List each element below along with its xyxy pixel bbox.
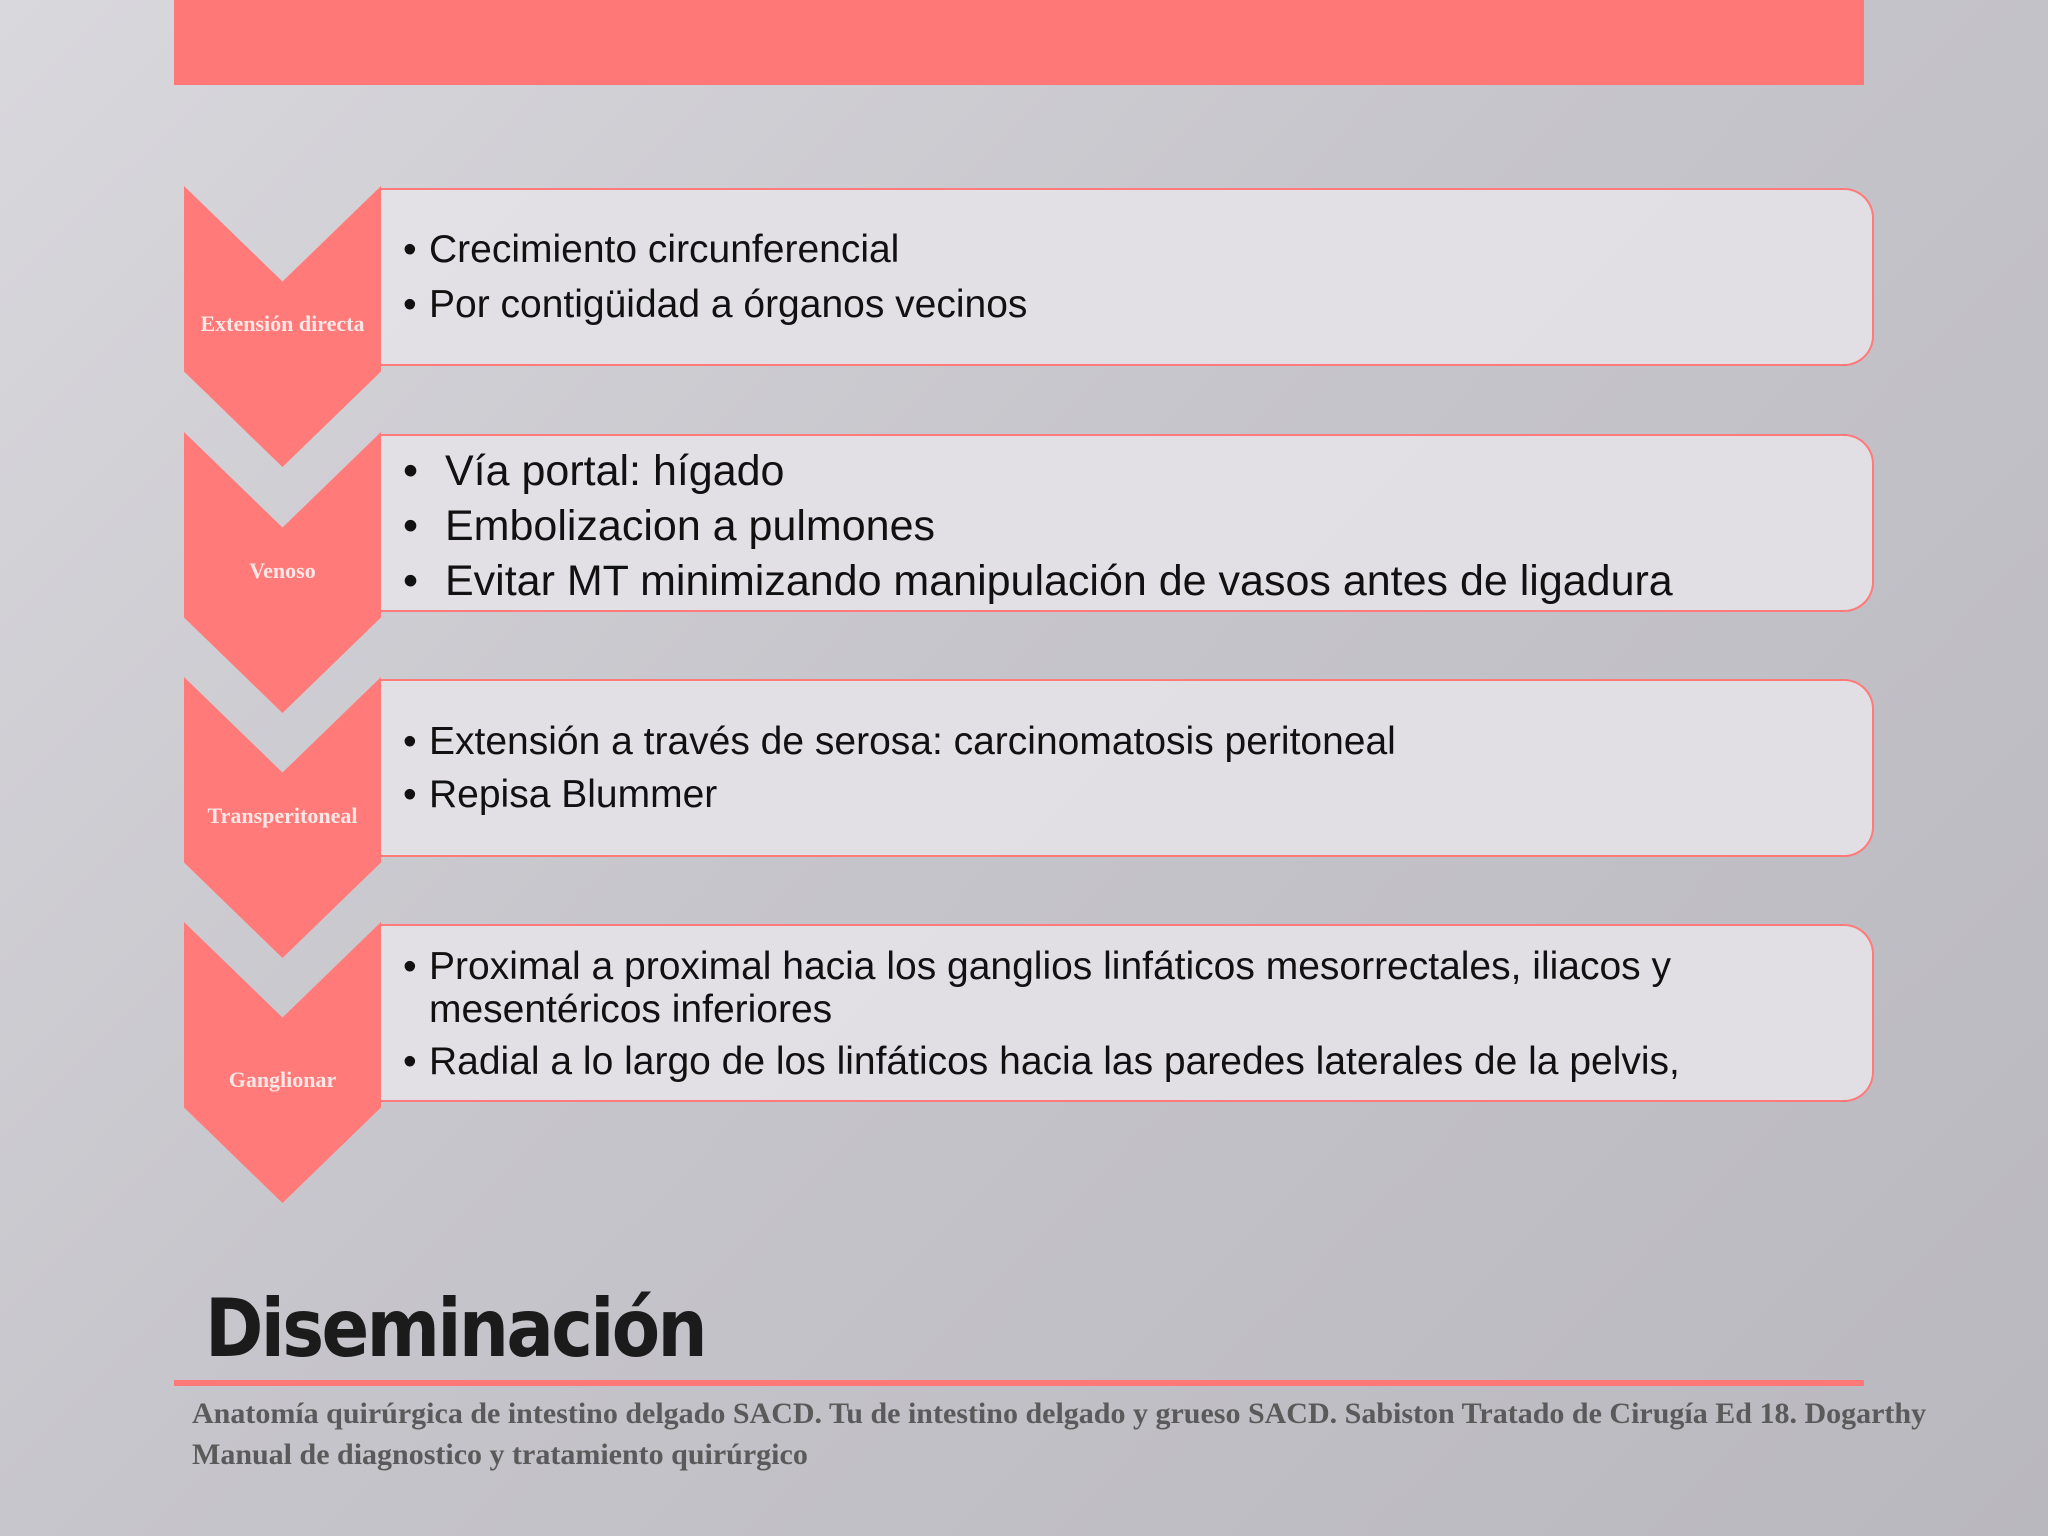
list-item: • Crecimiento circunferencial [403,230,1872,271]
stage-label: Ganglionar [228,1067,337,1092]
bullet-list [403,230,1872,326]
stage-label: Extensión directa [200,311,365,336]
top-accent-band [174,0,1864,85]
list-item: • Proximal a proximal hacia los ganglios linfáticos mesorrectales, iliacos y mesentéricos inferiores [403,946,1843,1032]
page-title: Diseminación [205,1282,706,1375]
stage-chevron [184,922,381,1203]
reference-citation: Anatomía quirúrgica de intestino delgado SACD. Tu de intestino delgado y grueso SACD. Sabiston Tratado de Cirugía Ed 18. Dogarthy Manual de diagnostico y tratamiento quirúrgico [192,1397,1927,1471]
list-item: • Extensión a través de serosa: carcinomatosis peritoneal [403,722,1872,763]
stage-text-box [381,188,1874,366]
stage-extension-directa [0,186,2048,468]
stage-text-box [381,924,1874,1102]
list-item: • Radial a lo largo de los linfáticos hacia las paredes laterales de la pelvis, [403,1042,1843,1083]
stage-label: Venoso [249,558,316,583]
stage-text-box [381,434,1874,612]
stage-text-box [381,679,1874,857]
stage-venoso [0,432,2048,714]
list-item: • Evitar MT minimizando manipulación de vasos antes de ligadura [403,554,1872,609]
bullet-list [403,946,1843,1083]
list-item: • Vía portal: hígado [403,444,1872,499]
list-item: • Por contigüidad a órganos vecinos [403,285,1872,326]
stage-transperitoneal [0,677,2048,959]
list-item: • Repisa Blummer [403,775,1872,816]
bullet-list [403,444,1872,609]
title-underline [174,1380,1864,1386]
bullet-list [403,722,1872,816]
list-item: • Embolizacion a pulmones [403,499,1872,554]
stage-label: Transperitoneal [207,803,358,828]
stage-ganglionar [0,922,2048,1204]
